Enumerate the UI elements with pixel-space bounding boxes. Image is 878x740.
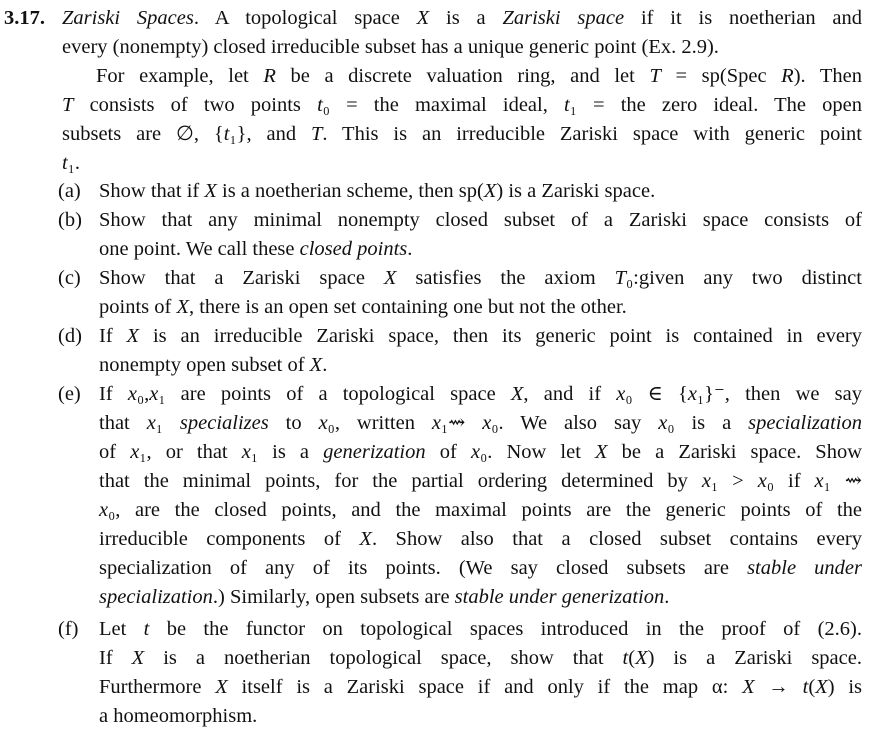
part-label: (a)	[58, 180, 81, 202]
text-line: irreducible components of X. Show also that a closed subset contains every	[99, 528, 863, 550]
text-line: If x₀,x₁ are points of a topological space X, and if x₀ ∈ {x₁}⁻, then we say	[99, 383, 862, 405]
text-line: of x₁, or that x₁ is a generization of x₀. Now let X be a Zariski space. Show	[99, 441, 863, 463]
text-line: Show that any minimal nonempty closed subset of a Zariski space consists of	[99, 209, 862, 231]
text-line: Furthermore X itself is a Zariski space if and only if the map α: X → t(X) is	[99, 676, 863, 698]
text-line: nonempty open subset of X.	[99, 354, 328, 376]
text-line: that x₁ specializes to x₀, written x₁⇝ x₀. We also say x₀ is a specialization	[99, 412, 863, 434]
text-line: Show that if X is a noetherian scheme, then sp(X) is a Zariski space.	[99, 180, 656, 202]
part-label: (f)	[58, 618, 79, 640]
text-line: Zariski Spaces. A topological space X is a Zariski space if it is noetherian and	[62, 7, 863, 29]
text-line: one point. We call these closed points.	[99, 238, 413, 260]
problem-number: 3.17.	[4, 7, 45, 29]
part-label: (e)	[58, 383, 81, 405]
text-line: T consists of two points t₀ = the maximal ideal, t₁ = the zero ideal. The open	[62, 94, 862, 116]
text-line: t₁.	[62, 152, 80, 174]
text-line: specialization of any of its points. (We say closed subsets are stable under	[99, 557, 863, 579]
text-line: For example, let R be a discrete valuation ring, and let T = sp(Spec R). Then	[96, 65, 863, 87]
text-line: Let t be the functor on topological spaces introduced in the proof of (2.6).	[99, 618, 862, 640]
text-line: specialization.) Similarly, open subsets are stable under generization.	[99, 586, 670, 608]
part-label: (d)	[58, 325, 82, 347]
part-label: (c)	[58, 267, 81, 289]
text-line: If X is a noetherian topological space, show that t(X) is a Zariski space.	[99, 647, 862, 669]
text-line: a homeomorphism.	[99, 705, 258, 727]
part-label: (b)	[58, 209, 82, 231]
text-line: x₀, are the closed points, and the maximal points are the generic points of the	[99, 499, 862, 521]
text-line: If X is an irreducible Zariski space, then its generic point is contained in every	[99, 325, 863, 347]
text-line: points of X, there is an open set containing one but not the other.	[99, 296, 627, 318]
text-line: subsets are ∅, {t₁}, and T. This is an irreducible Zariski space with generic point	[62, 123, 862, 145]
text-line: Show that a Zariski space X satisfies the axiom T₀:given any two distinct	[99, 267, 862, 289]
text-line: every (nonempty) closed irreducible subset has a unique generic point (Ex. 2.9).	[62, 36, 719, 58]
text-line: that the minimal points, for the partial ordering determined by x₁ > x₀ if x₁ ⇝	[99, 470, 862, 492]
